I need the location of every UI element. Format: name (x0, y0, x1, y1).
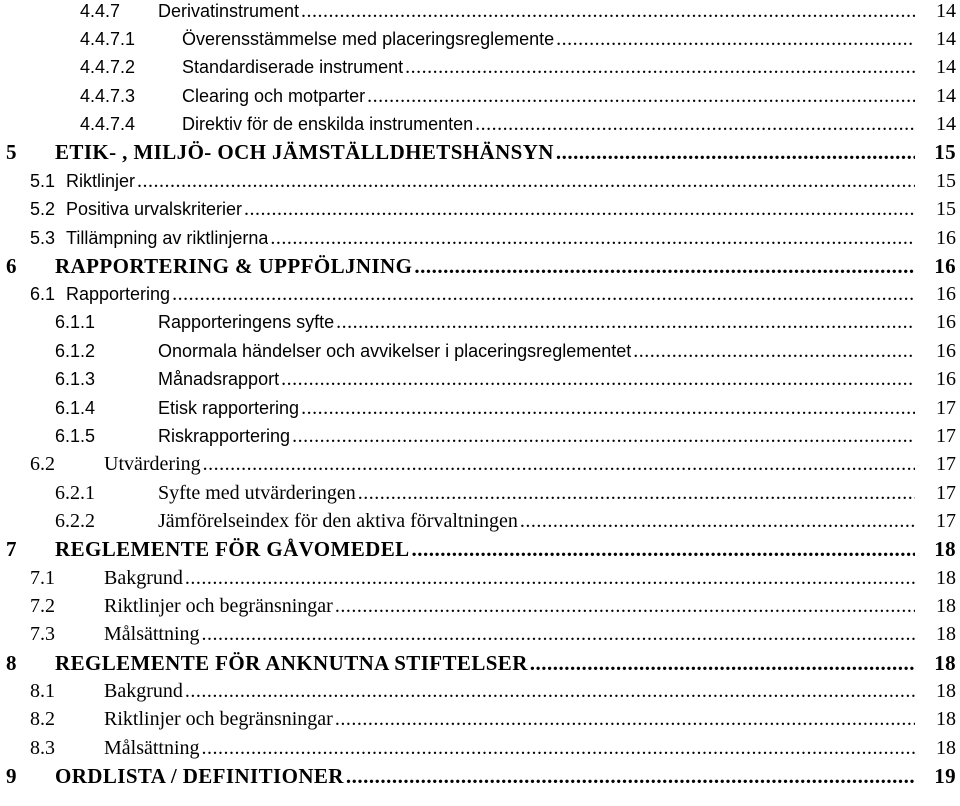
toc-entry-title: Jämförelseindex för den aktiva förvaltningen (158, 510, 518, 532)
toc-entry[interactable] (0, 110, 960, 138)
toc-entry-title: Målsättning (104, 623, 200, 645)
toc-entry-page: 14 (936, 56, 956, 78)
toc-entry-number: 7.2 (30, 595, 55, 617)
toc-entry-number: 6.2.2 (55, 510, 95, 532)
toc-entry-page: 18 (936, 708, 956, 730)
toc-entry-title: RAPPORTERING & UPPFÖLJNING (55, 254, 413, 278)
toc-entry[interactable] (0, 82, 960, 110)
toc-entry-title: Rapportering (66, 284, 171, 304)
toc-entry-page: 18 (934, 537, 956, 561)
toc-dot-leader (244, 195, 915, 223)
toc-entry-page: 14 (936, 85, 956, 107)
toc-entry-number: 6.1 (30, 284, 56, 304)
toc-entry-title: Månadsrapport (158, 369, 280, 389)
toc-entry-number: 8 (6, 651, 17, 675)
toc-entry-number: 6.1.3 (55, 369, 96, 389)
toc-dot-leader (172, 280, 915, 308)
toc-entry-number: 4.4.7.3 (80, 86, 136, 106)
toc-dot-leader (270, 224, 915, 252)
toc-entry[interactable] (0, 564, 960, 592)
toc-entry-page: 18 (936, 737, 956, 759)
toc-entry-page: 18 (936, 623, 956, 645)
toc-entry[interactable] (0, 705, 960, 733)
toc-entry-title: Onormala händelser och avvikelser i placeringsreglementet (158, 341, 632, 361)
toc-entry[interactable] (0, 479, 960, 507)
toc-entry[interactable] (0, 450, 960, 478)
toc-entry[interactable] (0, 507, 960, 535)
toc-dot-leader (530, 649, 915, 677)
toc-entry[interactable] (0, 280, 960, 308)
toc-entry-page: 19 (934, 764, 956, 788)
toc-entry[interactable] (0, 592, 960, 620)
toc-entry-page: 18 (936, 595, 956, 617)
toc-entry-page: 15 (936, 198, 956, 220)
toc-entry-title: Utvärdering (104, 453, 201, 475)
toc-entry-title: Riktlinjer och begränsningar (104, 595, 333, 617)
toc-entry-page: 17 (936, 425, 956, 447)
toc-entry[interactable] (0, 53, 960, 81)
toc-entry-number: 6.1.5 (55, 426, 96, 446)
toc-entry[interactable] (0, 195, 960, 223)
toc-entry-title: ORDLISTA / DEFINITIONER (55, 764, 344, 788)
toc-entry-number: 6.1.2 (55, 341, 96, 361)
toc-entry[interactable] (0, 308, 960, 336)
toc-entry-page: 14 (936, 28, 956, 50)
toc-entry-number: 6.1.4 (55, 398, 96, 418)
toc-dot-leader (358, 479, 915, 507)
toc-entry[interactable] (0, 649, 960, 677)
toc-dot-leader (137, 167, 915, 195)
toc-dot-leader (301, 0, 915, 25)
toc-entry[interactable] (0, 365, 960, 393)
toc-entry-number: 5.2 (30, 199, 56, 219)
toc-entry[interactable] (0, 762, 960, 790)
toc-entry-page: 18 (934, 651, 956, 675)
toc-entry-page: 18 (936, 567, 956, 589)
toc-entry-number: 5 (6, 140, 17, 164)
toc-entry-number: 8.3 (30, 737, 55, 759)
toc-dot-leader (633, 337, 915, 365)
toc-entry-title: Clearing och motparter (182, 86, 366, 106)
toc-entry-title: Standardiserade instrument (182, 57, 404, 77)
toc-entry-title: Direktiv för de enskilda instrumenten (182, 114, 474, 134)
toc-entry-page: 17 (936, 482, 956, 504)
toc-entry-number: 5.1 (30, 171, 56, 191)
toc-entry-title: Riktlinjer (66, 171, 136, 191)
toc-entry[interactable] (0, 224, 960, 252)
toc-entry-page: 17 (936, 453, 956, 475)
toc-entry-number: 4.4.7.2 (80, 57, 136, 77)
toc-dot-leader (556, 25, 915, 53)
toc-dot-leader (412, 535, 915, 563)
toc-dot-leader (520, 507, 915, 535)
toc-entry[interactable] (0, 337, 960, 365)
toc-entry-title: Positiva urvalskriterier (66, 199, 243, 219)
toc-entry-page: 16 (936, 283, 956, 305)
toc-entry-number: 6.1.1 (55, 312, 96, 332)
toc-entry-page: 15 (934, 140, 956, 164)
toc-dot-leader (335, 705, 915, 733)
toc-entry-number: 4.4.7 (80, 1, 121, 21)
toc-entry[interactable] (0, 394, 960, 422)
toc-entry-title: Etisk rapportering (158, 398, 300, 418)
toc-entry-page: 16 (936, 340, 956, 362)
toc-dot-leader (301, 394, 915, 422)
toc-dot-leader (335, 592, 915, 620)
toc-entry[interactable] (0, 25, 960, 53)
toc-entry[interactable] (0, 422, 960, 450)
toc-entry-title: Derivatinstrument (158, 1, 300, 21)
toc-entry-number: 4.4.7.4 (80, 114, 136, 134)
toc-entry-number: 5.3 (30, 228, 56, 248)
toc-entry[interactable] (0, 167, 960, 195)
toc-dot-leader (367, 82, 915, 110)
toc-entry-title: Tillämpning av riktlinjerna (66, 228, 269, 248)
toc-entry-title: Bakgrund (104, 567, 183, 589)
toc-dot-leader (202, 734, 915, 762)
toc-dot-leader (414, 252, 915, 280)
toc-entry-number: 7.3 (30, 623, 55, 645)
toc-entry-title: Riktlinjer och begränsningar (104, 708, 333, 730)
toc-entry-number: 6.2.1 (55, 482, 95, 504)
toc-dot-leader (281, 365, 915, 393)
toc-dot-leader (405, 53, 915, 81)
toc-entry-title: Målsättning (104, 737, 200, 759)
toc-entry-page: 16 (934, 254, 956, 278)
toc-entry-page: 14 (936, 0, 956, 22)
toc-entry-number: 8.1 (30, 680, 55, 702)
toc-entry-title: Bakgrund (104, 680, 183, 702)
toc-entry-page: 14 (936, 113, 956, 135)
toc-dot-leader (346, 762, 915, 790)
toc-entry-title: ETIK- , MILJÖ- OCH JÄMSTÄLLDHETSHÄNSYN (55, 140, 554, 164)
toc-entry-page: 16 (936, 368, 956, 390)
toc-dot-leader (185, 677, 915, 705)
toc-entry[interactable] (0, 734, 960, 762)
toc-entry-title: Syfte med utvärderingen (158, 482, 356, 504)
toc-entry[interactable] (0, 0, 960, 25)
toc-entry-page: 18 (936, 680, 956, 702)
toc-dot-leader (475, 110, 915, 138)
toc-dot-leader (292, 422, 915, 450)
toc-entry-title: REGLEMENTE FÖR ANKNUTNA STIFTELSER (55, 651, 528, 675)
toc-dot-leader (203, 450, 915, 478)
toc-entry-number: 7.1 (30, 567, 55, 589)
toc-entry[interactable] (0, 677, 960, 705)
toc-entry-number: 9 (6, 764, 17, 788)
toc-entry-page: 17 (936, 397, 956, 419)
toc-entry[interactable] (0, 138, 960, 166)
toc-dot-leader (202, 620, 915, 648)
toc-entry-page: 16 (936, 311, 956, 333)
toc-dot-leader (336, 308, 915, 336)
toc-entry-number: 7 (6, 537, 17, 561)
toc-entry-number: 4.4.7.1 (80, 29, 136, 49)
toc-dot-leader (556, 138, 915, 166)
toc-entry-title: REGLEMENTE FÖR GÅVOMEDEL (55, 537, 410, 561)
toc-entry-number: 6.2 (30, 453, 55, 475)
toc-entry-page: 15 (936, 170, 956, 192)
toc-dot-leader (185, 564, 915, 592)
toc-entry-number: 8.2 (30, 708, 55, 730)
toc-entry[interactable] (0, 252, 960, 280)
toc-entry-title: Överensstämmelse med placeringsreglemente (182, 29, 555, 49)
toc-entry-title: Rapporteringens syfte (158, 312, 335, 332)
toc-entry-number: 6 (6, 254, 17, 278)
toc-entry[interactable] (0, 620, 960, 648)
toc-entry[interactable] (0, 535, 960, 563)
toc-entry-page: 16 (936, 227, 956, 249)
toc-entry-page: 17 (936, 510, 956, 532)
toc-entry-title: Riskrapportering (158, 426, 291, 446)
